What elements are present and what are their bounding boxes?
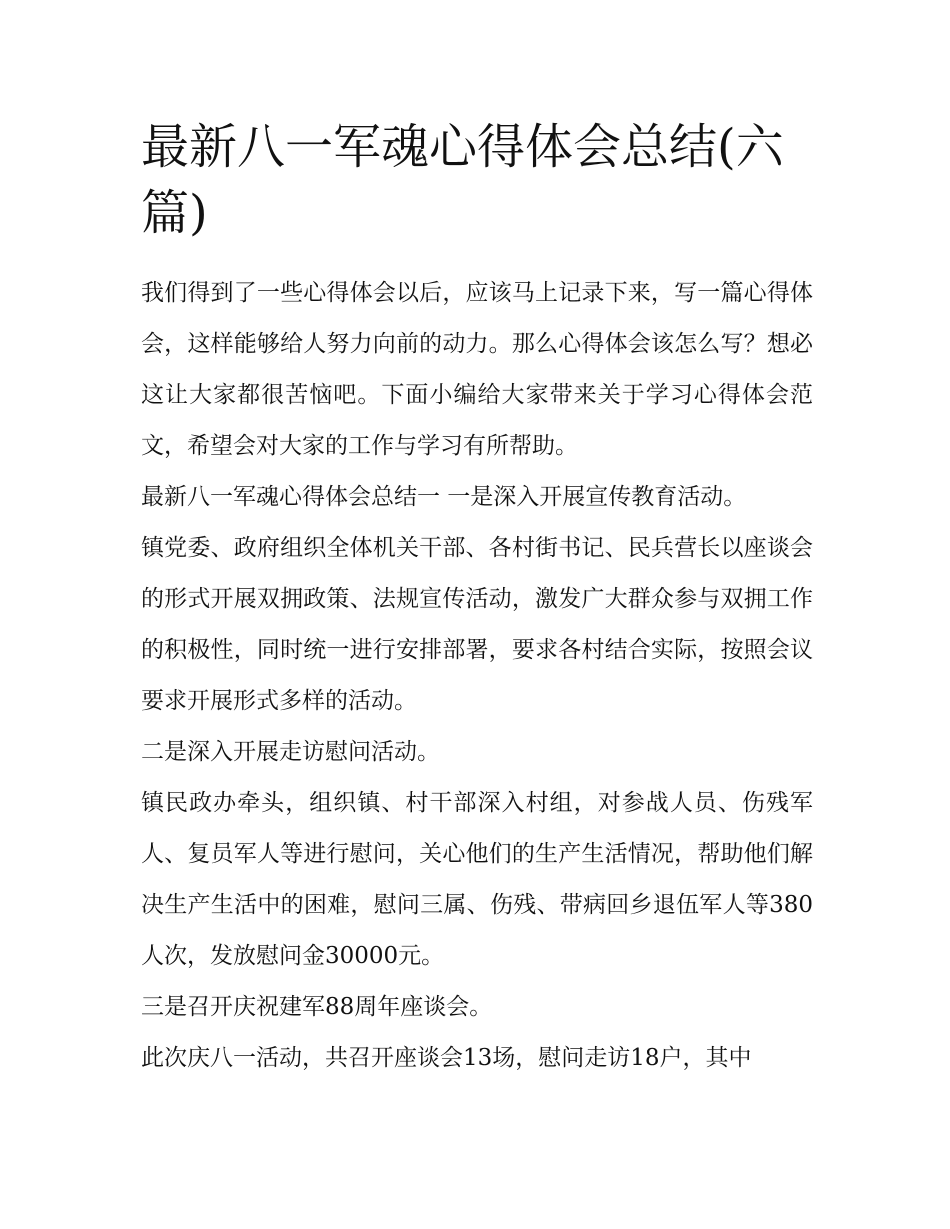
subsection-heading: 三是召开庆祝建军88周年座谈会。 [141, 994, 493, 1020]
document-title: 最新八一军魂心得体会总结(六篇) [141, 119, 784, 241]
body-paragraph: 镇党委、政府组织全体机关干部、各村街书记、民兵营长以座谈会的形式开展双拥政策、法规宣传活动，激发广大群众参与双拥工作的积极性，同时统一进行安排部署，要求各村结合实际，按照会议要求开展形式多样的活动。 [141, 535, 813, 714]
subsection-heading: 二是深入开展走访慰问活动。 [141, 739, 440, 765]
intro-paragraph: 我们得到了一些心得体会以后，应该马上记录下来，写一篇心得体会，这样能够给人努力向前的动力。那么心得体会该怎么写？想必这让大家都很苦恼吧。下面小编给大家带来关于学习心得体会范文，希望会对大家的工作与学习有所帮助。 [141, 280, 813, 459]
body-paragraph: 镇民政办牵头，组织镇、村干部深入村组，对参战人员、伤残军人、复员军人等进行慰问，关心他们的生产生活情况，帮助他们解决生产生活中的困难，慰问三属、伤残、带病回乡退伍军人等380人次，发放慰问金30000元。 [141, 790, 813, 969]
body-paragraph: 此次庆八一活动，共召开座谈会13场，慰问走访18户，其中 [141, 1045, 752, 1071]
section-one-heading: 最新八一军魂心得体会总结一 一是深入开展宣传教育活动。 [141, 484, 747, 510]
document-body [141, 114, 813, 1084]
